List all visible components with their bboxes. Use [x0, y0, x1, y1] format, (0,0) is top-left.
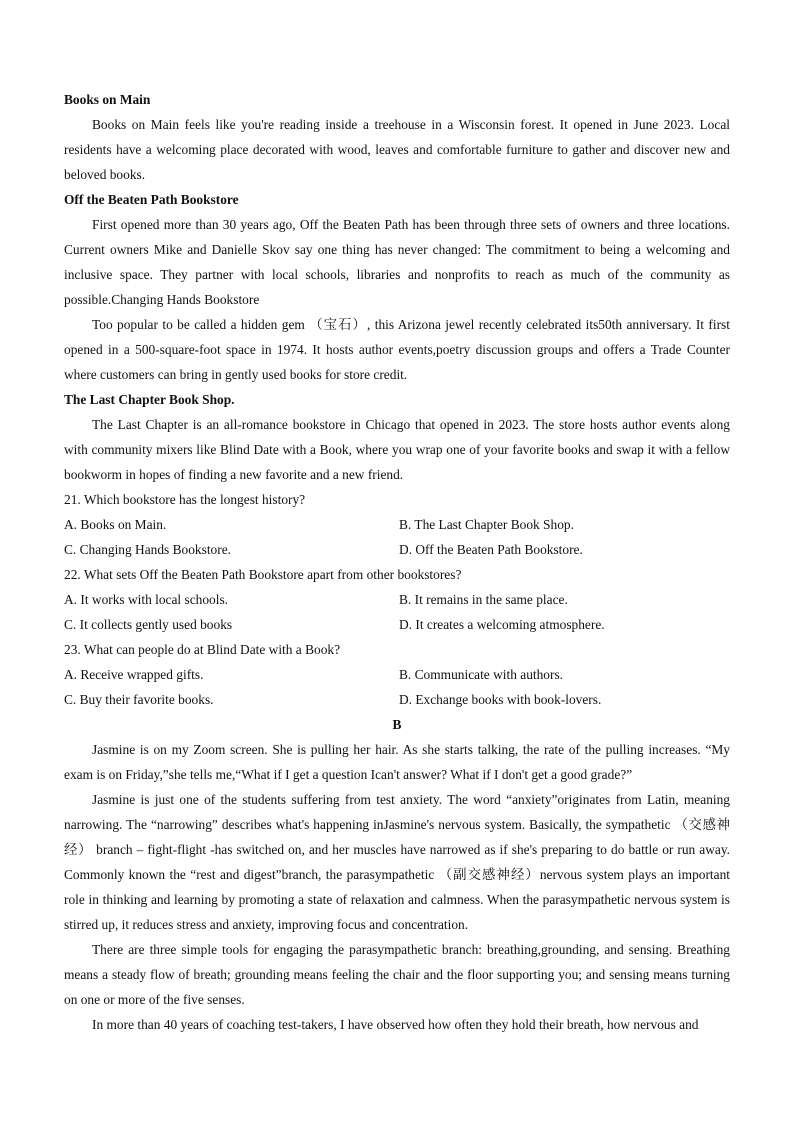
section-b-mark: B: [392, 717, 402, 732]
options-row: [64, 537, 730, 562]
options-row: [64, 662, 730, 687]
option-22-d: D. It creates a welcoming atmosphere.: [399, 617, 605, 632]
paragraph-last-chapter: The Last Chapter is an all-romance bookstore in Chicago that opened in 2023. The store hosts author events along with community mixers like Blind Date with a Book, where you wrap one of your favorite books and swap it with a fellow bookworm in hopes of finding a new favorite and a new friend.: [64, 417, 730, 482]
question-22: 22. What sets Off the Beaten Path Bookstore apart from other bookstores?: [64, 567, 462, 582]
paragraph-off-the-beaten-path: First opened more than 30 years ago, Off the Beaten Path has been through three sets of owners and three locations. Current owners Mike and Danielle Skov say one thing has never changed: The commitment to being a welcoming and inclusive space. They partner with local schools, libraries and nonprofits to reach as much of the community as possible.Changing Hands Bookstore: [64, 217, 730, 307]
options-row: [64, 512, 730, 537]
options-row: [64, 687, 730, 712]
paragraph-b-1: Jasmine is on my Zoom screen. She is pulling her hair. As she starts talking, the rate of the pulling increases. “My exam is on Friday,”she tells me,“What if I get a question Ican't answer? What if I don't get a good grade?”: [64, 742, 730, 782]
option-23-c: C. Buy their favorite books.: [64, 692, 214, 707]
options-row: [64, 587, 730, 612]
options-row: [64, 612, 730, 637]
paragraph-b-4: In more than 40 years of coaching test-takers, I have observed how often they hold their breath, how nervous and: [92, 1017, 699, 1032]
document-page: [64, 87, 730, 1037]
option-21-d: D. Off the Beaten Path Bookstore.: [399, 542, 583, 557]
paragraph-books-on-main: Books on Main feels like you're reading inside a treehouse in a Wisconsin forest. It opened in June 2023. Local residents have a welcoming place decorated with wood, leaves and comfortable furniture to gather and discover new and beloved books.: [64, 117, 730, 182]
heading-books-on-main: Books on Main: [64, 92, 151, 107]
paragraph-b-3: There are three simple tools for engaging the parasympathetic branch: breathing,grounding, and sensing. Breathing means a steady flow of breath; grounding means feeling the chair and the floor supporting you; and sensing means turning on one or more of the five senses.: [64, 942, 730, 1007]
option-23-a: A. Receive wrapped gifts.: [64, 667, 204, 682]
option-22-c: C. It collects gently used books: [64, 617, 233, 632]
heading-last-chapter: The Last Chapter Book Shop.: [64, 392, 235, 407]
option-21-c: C. Changing Hands Bookstore.: [64, 542, 232, 557]
heading-off-the-beaten-path: Off the Beaten Path Bookstore: [64, 192, 239, 207]
paragraph-changing-hands: Too popular to be called a hidden gem （宝石）, this Arizona jewel recently celebrated its50th anniversary. It first opened in a 500-square-foot space in 1974. It hosts author events,poetry discussion groups and offers a Trade Counter where customers can bring in gently used books for store credit.: [64, 317, 730, 382]
paragraph-b-2: Jasmine is just one of the students suffering from test anxiety. The word “anxiety”originates from Latin, meaning narrowing. The “narrowing” describes what's happening inJasmine's nervous system. Basically, the sympathetic （交感神经） branch – fight-flight -has switched on, and her muscles have narrowed as if she's preparing to do battle or run away. Commonly known the “rest and digest”branch, the parasympathetic （副交感神经）nervous system plays an important role in thinking and learning by promoting a state of relaxation and calmness. When the parasympathetic nervous system is stirred up, it reduces stress and anxiety, improving focus and concentration.: [64, 792, 730, 932]
option-21-a: A. Books on Main.: [64, 517, 167, 532]
option-22-b: B. It remains in the same place.: [399, 592, 568, 607]
option-23-b: B. Communicate with authors.: [399, 667, 564, 682]
question-23: 23. What can people do at Blind Date with a Book?: [64, 642, 341, 657]
option-23-d: D. Exchange books with book-lovers.: [399, 692, 602, 707]
option-22-a: A. It works with local schools.: [64, 592, 229, 607]
question-21: 21. Which bookstore has the longest history?: [64, 492, 306, 507]
option-21-b: B. The Last Chapter Book Shop.: [399, 517, 574, 532]
